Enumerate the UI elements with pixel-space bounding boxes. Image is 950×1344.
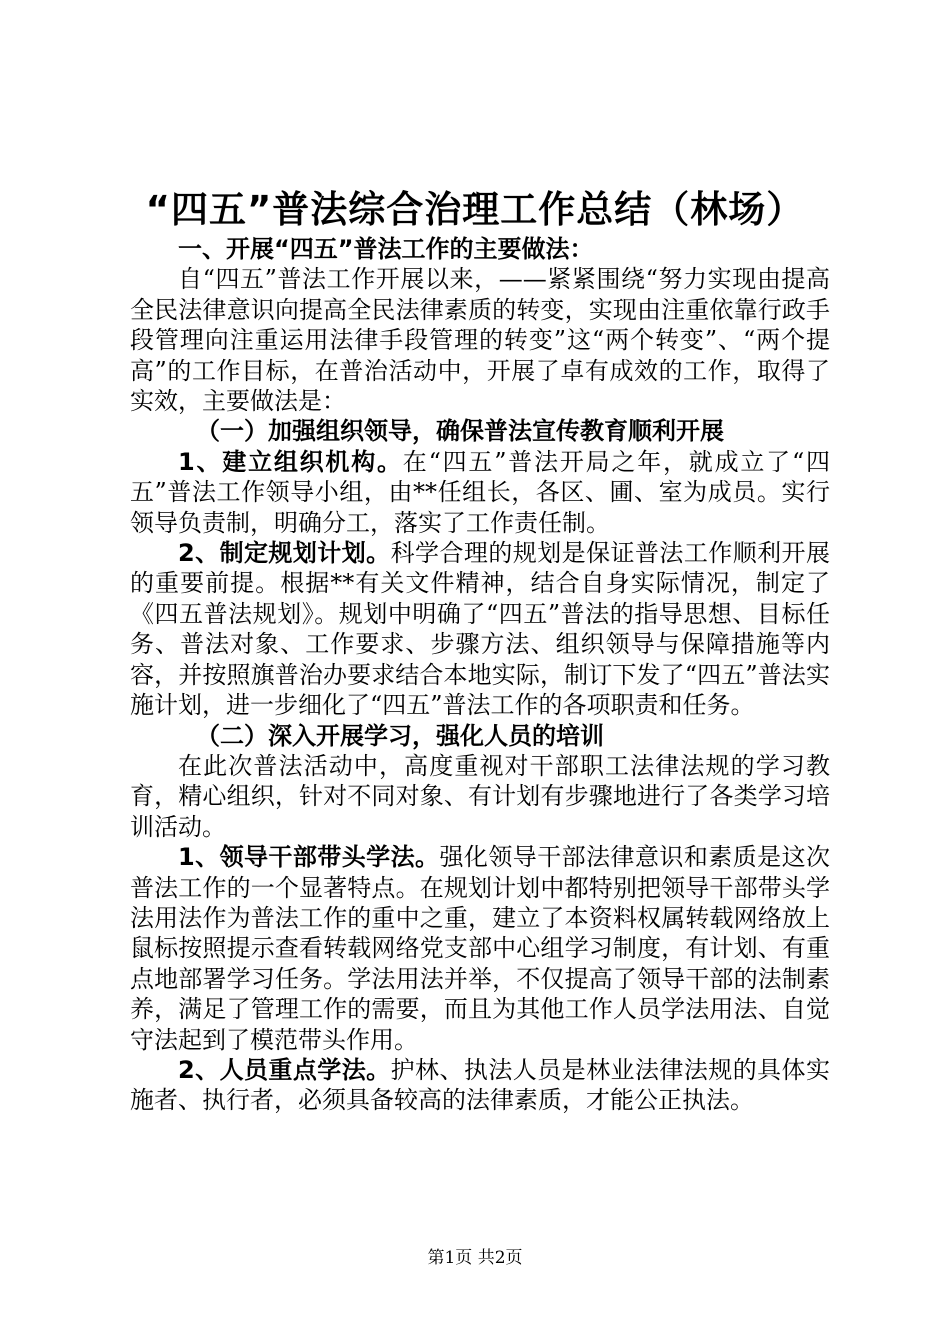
section-heading: 一、开展“四五”普法工作的主要做法： [178, 235, 594, 263]
paragraph: 在此次普法活动中，高度重视对干部职工法律法规的学习教育，精心组织，针对不同对象、有计划有步骤地进行了各类学习培训活动。 [130, 751, 830, 841]
paragraph-lead: 2、制定规划计划。 [178, 539, 391, 568]
paragraph-lead: 1、领导干部带头学法。 [178, 843, 440, 872]
subsection-heading: （一）加强组织领导，确保普法宣传教育顺利开展 [196, 417, 724, 446]
paragraph-text: 护林、执法人员是林业法律法规的具体实施者、执行者，必须具备较高的法律素质，才能公正执法。 [130, 1055, 830, 1115]
paragraph [130, 842, 830, 1055]
paragraph-lead: 1、建立组织机构。 [178, 447, 403, 476]
paragraph-lead: 2、人员重点学法。 [178, 1055, 391, 1084]
paragraph-text: 强化领导干部法律意识和素质是这次普法工作的一个显著特点。在规划计划中都特别把领导干部带头学法用法作为普法工作的重中之重，建立了本资料权属转载网络放上鼠标按照提示查看转载网络党支部中心组学习制度，有计划、有重点地部署学习任务。学法用法并举，不仅提高了领导干部的法制素养，满足了管理工作的需要，而且为其他工作人员学法用法、自觉守法起到了模范带头作用。 [130, 843, 831, 1054]
intro-paragraph: 自“四五”普法工作开展以来，——紧紧围绕“努力实现由提高全民法律意识向提高全民法律素质的转变，实现由注重依靠行政手段管理向注重运用法律手段管理的转变”这“两个转变”、“两个提高”的工作目标，在普治活动中，开展了卓有成效的工作，取得了实效，主要做法是： [130, 265, 830, 416]
paragraph [130, 447, 830, 538]
page-footer: 第1页 共2页 [427, 1248, 523, 1268]
paragraph-text: 在“四五”普法开局之年，就成立了“四五”普法工作领导小组，由**任组长，各区、圃、室为成员。实行领导负责制，明确分工，落实了工作责任制。 [130, 447, 830, 537]
document-title: “四五”普法综合治理工作总结（林场） [145, 188, 805, 231]
paragraph [130, 538, 830, 720]
subsection-heading: （二）深入开展学习，强化人员的培训 [196, 721, 604, 750]
paragraph [130, 1055, 830, 1116]
document-body [130, 234, 830, 1116]
paragraph-text: 科学合理的规划是保证普法工作顺利开展的重要前提。根据**有关文件精神，结合自身实际情况，制定了《四五普法规划》。规划中明确了“四五”普法的指导思想、目标任务、普法对象、工作要求、步骤方法、组织领导与保障措施等内容，并按照旗普治办要求结合本地实际，制订下发了“四五”普法实施计划，进一步细化了“四五”普法工作的各项职责和任务。 [130, 539, 830, 720]
